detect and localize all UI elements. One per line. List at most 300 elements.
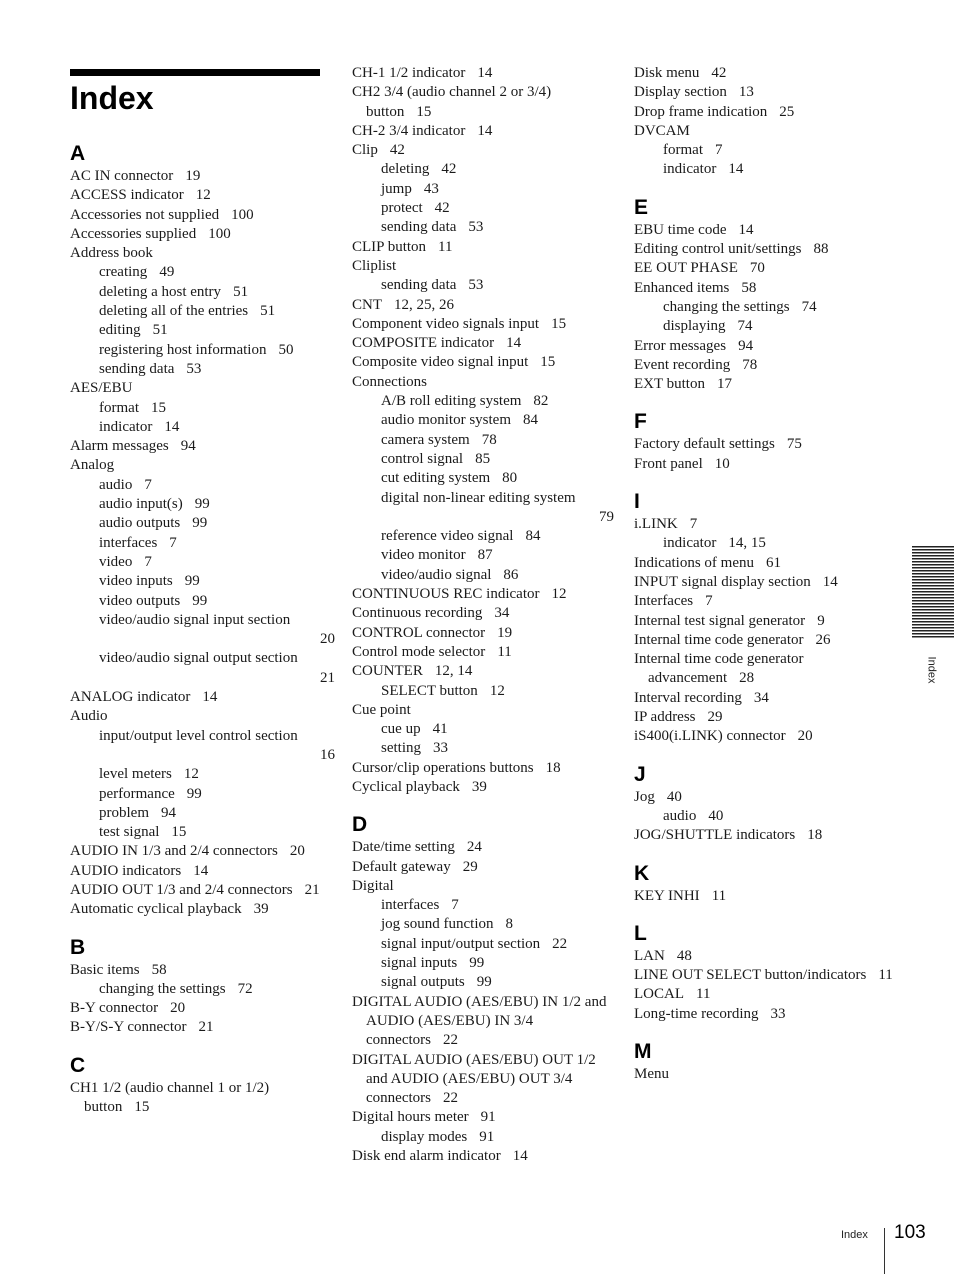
index-subentry — [352, 392, 614, 411]
entry-text: deleting a host entry — [99, 283, 222, 300]
entry-text: KEY INHI — [634, 887, 700, 904]
page-reference: 91 — [479, 1128, 495, 1145]
index-subentry — [352, 915, 614, 934]
page-reference: 15 — [551, 315, 567, 332]
index-entry — [634, 966, 896, 985]
entry-text: EE OUT PHASE — [634, 260, 738, 277]
entry-text: Internal time code generator advancement — [634, 651, 804, 687]
index-subentry — [70, 341, 335, 360]
entry-text: signal inputs — [381, 955, 458, 972]
page-reference: 91 — [480, 1109, 496, 1126]
page-reference: 11 — [878, 967, 893, 984]
page-reference: 14 — [193, 862, 209, 879]
entry-text: indicator — [663, 535, 717, 552]
entry-text: CH2 3/4 (audio channel 2 or 3/4) button — [352, 84, 552, 120]
page-reference: 15 — [134, 1099, 150, 1116]
page-reference: 78 — [742, 356, 758, 373]
index-subentry — [352, 276, 614, 295]
section-letter: K — [634, 861, 650, 885]
page-title: Index — [70, 80, 154, 116]
index-entry — [70, 862, 335, 881]
entry-text: Editing control unit/settings — [634, 241, 802, 258]
index-entry — [70, 707, 335, 726]
page-reference: 14 — [202, 689, 218, 706]
index-subentry — [70, 649, 335, 688]
index-subentry — [352, 566, 614, 585]
entry-text: A/B roll editing system — [381, 393, 522, 410]
index-entry — [352, 64, 614, 83]
index-section — [634, 410, 896, 474]
page-reference: 100 — [208, 225, 231, 242]
entry-text: Component video signals input — [352, 315, 540, 332]
index-entry — [352, 334, 614, 353]
entry-text: Jog — [634, 788, 655, 805]
entry-text: Long-time recording — [634, 1005, 759, 1022]
section-letter: F — [634, 410, 647, 434]
page-reference: 14 — [822, 573, 838, 590]
entry-text: Event recording — [634, 356, 731, 373]
index-subentry — [352, 450, 614, 469]
page-reference: 19 — [497, 624, 513, 641]
entry-text: format — [663, 142, 703, 159]
index-entry — [70, 186, 335, 205]
page-reference: 94 — [180, 438, 196, 455]
page-reference: 99 — [192, 515, 208, 532]
index-entry — [634, 612, 896, 631]
entry-text: Interfaces — [634, 593, 694, 610]
index-subentry — [70, 399, 335, 418]
index-entry — [70, 1018, 335, 1037]
page-reference: 14 — [512, 1148, 528, 1165]
entry-text: Automatic cyclical playback — [70, 901, 242, 918]
index-subentry — [634, 160, 896, 179]
index-subentry — [70, 572, 335, 591]
page-reference: 74 — [801, 298, 817, 315]
entry-text: SELECT button — [381, 682, 478, 699]
footer-section-label: Index — [841, 1229, 868, 1241]
index-entry — [634, 650, 896, 689]
entry-text: Digital — [352, 877, 394, 894]
index-entry — [634, 515, 896, 534]
index-subentry — [352, 896, 614, 915]
index-subentry — [70, 553, 335, 572]
entry-text: CNT — [352, 296, 382, 313]
index-column-2 — [352, 64, 614, 1166]
page-reference: 34 — [494, 605, 510, 622]
entry-text: changing the settings — [99, 980, 226, 997]
entry-text: jog sound function — [381, 916, 494, 933]
entry-text: Accessories supplied — [70, 225, 197, 242]
index-section — [634, 763, 896, 846]
index-entry — [352, 604, 614, 623]
entry-text: COUNTER — [352, 663, 423, 680]
index-entry — [634, 279, 896, 298]
index-entry — [634, 1065, 896, 1084]
page-reference: 58 — [741, 279, 757, 296]
index-subentry — [70, 785, 335, 804]
page-reference: 39 — [471, 778, 487, 795]
index-entry — [634, 240, 896, 259]
index-entry — [352, 701, 614, 720]
index-subentry — [70, 514, 335, 533]
page-reference: 99 — [186, 785, 202, 802]
title-rule — [70, 69, 320, 76]
entry-text: audio outputs — [99, 515, 181, 532]
page-reference: 99 — [194, 496, 210, 513]
entry-text: Interval recording — [634, 689, 742, 706]
entry-text: INPUT signal display section — [634, 573, 811, 590]
page-reference: 12 — [183, 766, 199, 783]
page-reference: 20 — [289, 843, 305, 860]
page-reference: 79 — [599, 508, 614, 525]
index-entry — [352, 1147, 614, 1166]
entry-text: CONTINUOUS REC indicator — [352, 586, 540, 603]
index-entry — [352, 858, 614, 877]
entry-text: displaying — [663, 318, 726, 335]
page-reference: 72 — [237, 980, 253, 997]
index-subentry — [352, 489, 614, 528]
index-entry — [352, 778, 614, 797]
entry-text: video/audio signal input section — [99, 611, 291, 628]
page-reference: 7 — [451, 897, 459, 914]
page-reference: 22 — [442, 1090, 458, 1107]
index-entry — [634, 356, 896, 375]
index-subentry — [352, 954, 614, 973]
entry-text: indicator — [99, 418, 153, 435]
page-reference: 42 — [434, 200, 450, 217]
page-reference: 19 — [185, 168, 201, 184]
entry-text: video/audio signal output section — [99, 650, 298, 667]
footer-divider — [884, 1228, 885, 1274]
index-entry — [352, 257, 614, 276]
index-section — [70, 1054, 335, 1118]
section-letter: A — [70, 142, 86, 165]
page-reference: 26 — [815, 631, 831, 648]
entry-text: AC IN connector — [70, 168, 174, 184]
entry-text: creating — [99, 264, 148, 281]
page-reference: 51 — [233, 283, 249, 300]
page-reference: 13 — [738, 84, 754, 101]
entry-text: AUDIO indicators — [70, 862, 182, 879]
entry-text: Cliplist — [352, 257, 397, 274]
entry-text: COMPOSITE indicator — [352, 335, 495, 352]
page-reference: 21 — [304, 881, 320, 898]
page-reference: 86 — [503, 566, 519, 583]
side-tab-label: Index — [925, 656, 938, 684]
entry-text: EBU time code — [634, 221, 727, 238]
index-entry — [634, 83, 896, 102]
entry-text: video inputs — [99, 573, 173, 590]
page-reference: 42 — [711, 65, 727, 81]
section-letter: D — [352, 813, 368, 837]
index-entry — [70, 900, 335, 919]
page-reference: 14, 15 — [728, 535, 766, 552]
page-reference: 88 — [813, 241, 829, 258]
index-entry — [352, 624, 614, 643]
entry-text: setting — [381, 740, 421, 757]
entry-text: problem — [99, 804, 149, 821]
index-entry — [634, 103, 896, 122]
entry-text: deleting all of the entries — [99, 303, 249, 320]
page-reference: 61 — [765, 554, 781, 571]
index-subentry — [70, 765, 335, 784]
page-reference: 58 — [151, 961, 167, 978]
index-subentry — [634, 298, 896, 317]
entry-text: video outputs — [99, 592, 181, 609]
page-reference: 7 — [169, 534, 177, 551]
entry-text: test signal — [99, 824, 160, 841]
section-letter: E — [634, 195, 649, 219]
entry-text: jump — [381, 180, 412, 197]
entry-text: Composite video signal input — [352, 354, 529, 371]
index-entry — [70, 881, 335, 900]
entry-text: deleting — [381, 161, 430, 178]
entry-text: DIGITAL AUDIO (AES/EBU) OUT 1/2 and AUDIO (AES/EBU) OUT 3/4 connectors — [352, 1051, 596, 1107]
index-section — [352, 64, 614, 797]
page-reference: 85 — [475, 450, 491, 467]
index-entry — [634, 592, 896, 611]
page-reference: 29 — [707, 709, 723, 726]
entry-text: iS400(i.LINK) connector — [634, 728, 786, 745]
index-entry — [634, 122, 896, 141]
index-subentry — [352, 682, 614, 701]
entry-text: Clip — [352, 142, 378, 159]
entry-text: Digital hours meter — [352, 1109, 469, 1126]
page-reference: 21 — [320, 669, 335, 686]
index-entry — [634, 826, 896, 845]
entry-text: editing — [99, 322, 141, 339]
page-reference: 15 — [540, 354, 556, 371]
entry-text: registering host information — [99, 341, 267, 358]
index-entry — [352, 1051, 614, 1109]
page-reference: 11 — [696, 986, 711, 1003]
page-reference: 40 — [666, 788, 682, 805]
page-reference: 20 — [797, 728, 813, 745]
entry-text: CH-1 1/2 indicator — [352, 65, 466, 81]
section-letter: J — [634, 762, 646, 786]
page-reference: 22 — [552, 935, 568, 952]
entry-text: Front panel — [634, 455, 703, 472]
page-reference: 70 — [749, 260, 765, 277]
page-reference: 7 — [714, 142, 723, 159]
page-reference: 14 — [477, 122, 493, 139]
page-reference: 42 — [389, 142, 405, 159]
entry-text: sending data — [381, 277, 457, 294]
index-entry — [634, 435, 896, 454]
entry-text: reference video signal — [381, 528, 514, 545]
entry-text: signal outputs — [381, 974, 465, 991]
index-subentry — [352, 527, 614, 546]
index-entry — [634, 554, 896, 573]
index-entry — [634, 221, 896, 240]
page-reference: 20 — [170, 1000, 186, 1017]
entry-text: B-Y connector — [70, 1000, 159, 1017]
entry-text: protect — [381, 200, 423, 217]
section-letter: L — [634, 921, 647, 945]
page-reference: 99 — [476, 974, 492, 991]
entry-text: indicator — [663, 161, 717, 178]
index-subentry — [352, 431, 614, 450]
entry-text: control signal — [381, 450, 464, 467]
index-subentry — [70, 283, 335, 302]
index-entry — [352, 759, 614, 778]
page-reference: 78 — [481, 431, 497, 448]
entry-text: Disk end alarm indicator — [352, 1148, 501, 1165]
index-subentry — [352, 469, 614, 488]
index-entry — [352, 315, 614, 334]
entry-text: LAN — [634, 947, 665, 964]
page-reference: 12 — [551, 586, 567, 603]
index-subentry — [70, 302, 335, 321]
index-entry — [634, 689, 896, 708]
page-reference: 22 — [442, 1032, 458, 1049]
index-subentry — [70, 592, 335, 611]
entry-text: Internal test signal generator — [634, 612, 806, 629]
page-reference: 7 — [144, 553, 152, 570]
index-entry — [634, 64, 896, 83]
entry-text: performance — [99, 785, 175, 802]
entry-text: CONTROL connector — [352, 624, 486, 641]
index-entry — [634, 573, 896, 592]
index-entry — [634, 985, 896, 1004]
page-reference: 42 — [441, 161, 457, 178]
page-reference: 99 — [192, 592, 208, 609]
index-column-1 — [70, 142, 335, 1117]
entry-text: display modes — [381, 1128, 468, 1145]
entry-text: Factory default settings — [634, 436, 775, 453]
index-section — [634, 196, 896, 395]
index-entry — [634, 708, 896, 727]
entry-text: signal input/output section — [381, 935, 541, 952]
page-reference: 12 — [195, 187, 211, 204]
page-reference: 8 — [505, 916, 513, 933]
entry-text: Disk menu — [634, 65, 700, 81]
entry-text: AES/EBU — [70, 380, 133, 397]
entry-text: JOG/SHUTTLE indicators — [634, 827, 796, 844]
index-subentry — [70, 534, 335, 553]
entry-text: sending data — [381, 219, 457, 236]
index-subentry — [70, 360, 335, 379]
index-entry — [634, 947, 896, 966]
index-entry — [352, 643, 614, 662]
section-letter: I — [634, 490, 640, 514]
index-subentry — [70, 727, 335, 766]
page-reference: 12 — [489, 682, 505, 699]
index-subentry — [634, 317, 896, 336]
index-entry — [634, 631, 896, 650]
index-subentry — [634, 807, 896, 826]
page-reference: 53 — [468, 277, 484, 294]
entry-text: cue up — [381, 721, 421, 738]
index-entry — [70, 1079, 335, 1118]
entry-text: Indications of menu — [634, 554, 754, 571]
index-entry — [352, 141, 614, 160]
page-reference: 39 — [253, 901, 269, 918]
index-entry — [352, 838, 614, 857]
page-reference: 11 — [438, 238, 453, 255]
page-number: 103 — [894, 1222, 926, 1243]
entry-text: Connections — [352, 373, 427, 390]
index-subentry — [70, 476, 335, 495]
index-entry — [352, 373, 614, 392]
index-entry — [352, 83, 614, 122]
index-entry — [634, 259, 896, 278]
entry-text: ACCESS indicator — [70, 187, 184, 204]
index-section — [634, 64, 896, 180]
page-reference: 53 — [468, 219, 484, 236]
index-entry — [352, 585, 614, 604]
page-reference: 48 — [676, 947, 692, 964]
entry-text: AUDIO OUT 1/3 and 2/4 connectors — [70, 881, 293, 898]
page-reference: 84 — [523, 412, 538, 429]
index-entry — [70, 961, 335, 980]
page-reference: 21 — [198, 1019, 214, 1036]
page-reference: 7 — [144, 476, 152, 493]
page-reference: 18 — [807, 827, 823, 844]
page-reference: 33 — [770, 1005, 786, 1022]
index-section — [634, 862, 896, 906]
page-reference: 40 — [708, 807, 724, 824]
page-reference: 16 — [320, 746, 335, 763]
page-reference: 14 — [738, 221, 754, 238]
entry-text: digital non-linear editing system — [381, 489, 576, 506]
entry-text: Date/time setting — [352, 839, 455, 856]
page-reference: 11 — [497, 643, 512, 660]
index-subentry — [634, 534, 896, 553]
entry-text: Display section — [634, 84, 727, 101]
entry-text: camera system — [381, 431, 470, 448]
index-entry — [352, 662, 614, 681]
entry-text: video/audio signal — [381, 566, 492, 583]
entry-text: video monitor — [381, 547, 466, 564]
index-subentry — [70, 804, 335, 823]
entry-text: audio — [99, 476, 133, 493]
entry-text: CH1 1/2 (audio channel 1 or 1/2) button — [70, 1079, 270, 1116]
page-reference: 99 — [469, 955, 485, 972]
index-subentry — [352, 180, 614, 199]
page-reference: 74 — [737, 318, 753, 335]
entry-text: AUDIO IN 1/3 and 2/4 connectors — [70, 843, 278, 860]
entry-text: level meters — [99, 766, 172, 783]
page-reference: 99 — [184, 573, 200, 590]
entry-text: i.LINK — [634, 516, 678, 533]
page-reference: 15 — [171, 824, 187, 841]
index-entry — [70, 437, 335, 456]
entry-text: IP address — [634, 709, 696, 726]
index-subentry — [352, 973, 614, 992]
index-entry — [70, 379, 335, 398]
index-subentry — [634, 141, 896, 160]
index-entry — [70, 999, 335, 1018]
page-reference: 20 — [320, 631, 335, 648]
page-reference: 7 — [689, 516, 698, 533]
page-reference: 50 — [278, 341, 294, 358]
index-subentry — [352, 199, 614, 218]
page-reference: 17 — [716, 376, 732, 393]
index-entry — [70, 842, 335, 861]
index-entry — [70, 167, 335, 186]
entry-text: Error messages — [634, 337, 727, 354]
index-section — [634, 922, 896, 1024]
index-column-3 — [634, 64, 896, 1084]
index-subentry — [70, 980, 335, 999]
entry-text: CH-2 3/4 indicator — [352, 122, 466, 139]
entry-text: B-Y/S-Y connector — [70, 1019, 187, 1036]
page-reference: 12, 14 — [434, 663, 473, 680]
index-entry — [634, 455, 896, 474]
page-reference: 84 — [525, 528, 541, 545]
page-reference: 14 — [477, 65, 493, 81]
